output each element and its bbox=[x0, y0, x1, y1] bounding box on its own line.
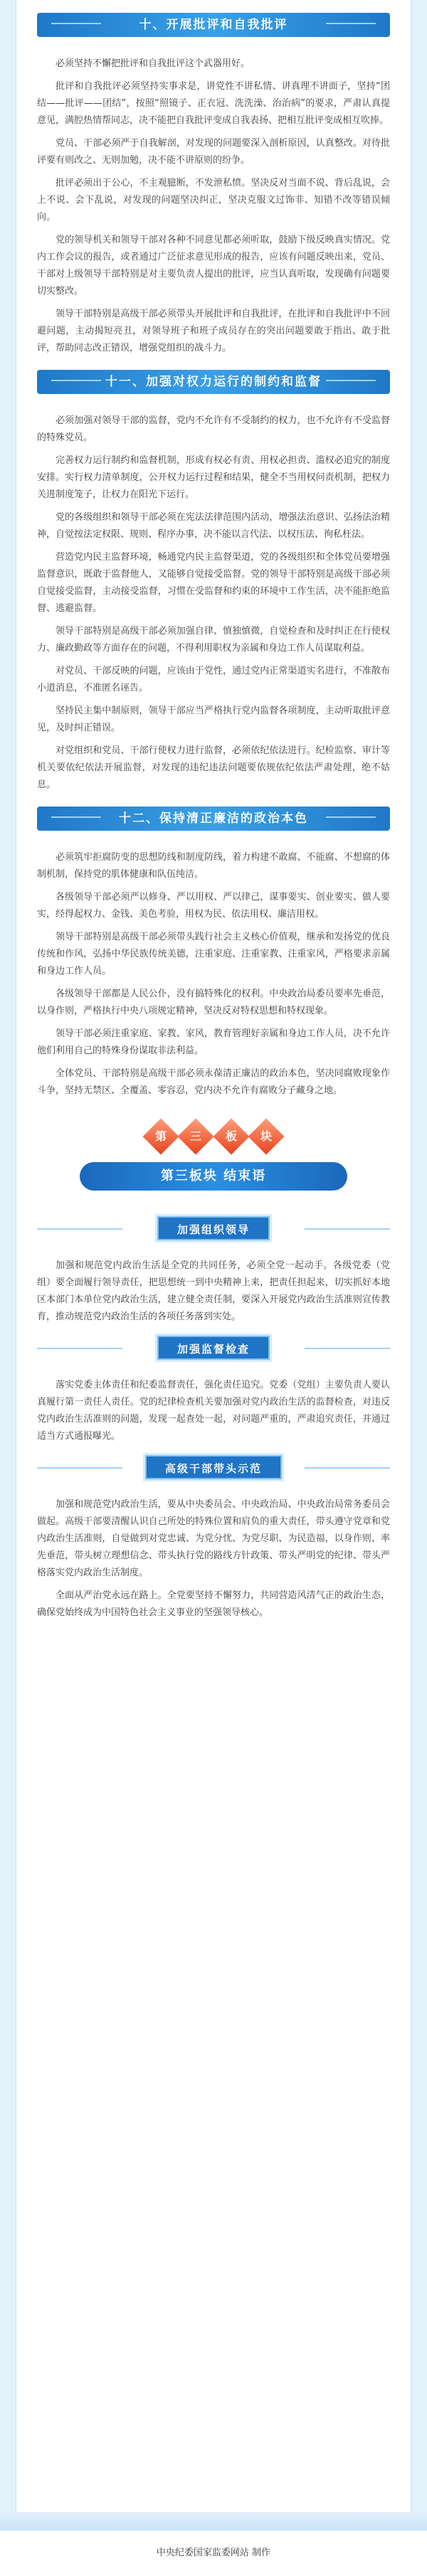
paragraph: 完善权力运行制约和监督机制，形成有权必有责、用权必担责、滥权必追究的制度安排。实行权力清单制度，公开权力运行过程和结果，健全不当用权问责机制，把权力关进制度笼子，让权力在阳光下运行。 bbox=[37, 455, 390, 500]
paragraph: 对党员、干部反映的问题，应该由于党性，通过党内正常渠道实名进行，不准散布小道消息，不准匿名诬告。 bbox=[37, 666, 390, 693]
article-content bbox=[37, 0, 390, 1627]
subsection-title: 加强监督检查 bbox=[157, 1336, 270, 1360]
paragraph: 领导干部必须注重家庭、家教、家风，教育管理好亲属和身边工作人员，决不允许他们利用自己的特殊身份谋取非法利益。 bbox=[37, 1028, 390, 1056]
subsection-header bbox=[37, 1455, 390, 1485]
paragraph: 加强和规范党内政治生活是全党的共同任务，必须全党一起动手。各级党委（党组）要全面履行领导责任，把思想统一到中央精神上来，把责任担起来，切实抓好本地区本部门本单位党内政治生活，建立健全责任制，要深入开展党内政治生活准则宣传教育，推动规范党内政治生活的各项任务落到实处。 bbox=[37, 1260, 390, 1322]
paragraph: 必须筑牢拒腐防变的思想防线和制度防线，着力构建不敢腐、不能腐、不想腐的体制机制，保持党的肌体健康和队伍纯洁。 bbox=[37, 852, 390, 880]
section-12-title: 十二、保持清正廉洁的政治本色 bbox=[119, 811, 308, 826]
paragraph: 全体党员、干部特别是高级干部必须永葆清正廉洁的政治本色，坚决同腐败现象作斗争，坚持无禁区、全覆盖、零容忍，党内决不允许有腐败分子藏身之地。 bbox=[37, 1068, 390, 1096]
paragraph: 营造党内民主监督环境，畅通党内民主监督渠道，党的各级组织和全体党员要增强监督意识，既敢于监督他人，又能够自觉接受监督。党的领导干部特别是高级干部必须自觉接受监督，主动接受监督，习惯在受监督和约束的环境中工作生活，决不能拒绝监督、逃避监督。 bbox=[37, 552, 390, 614]
part-3-banner bbox=[37, 1124, 390, 1202]
paragraph: 各级领导干部必须严以修身、严以用权、严以律己，谋事要实、创业要实、做人要实，经得起权力、金钱、美色考验，用权为民、依法用权、廉洁用权。 bbox=[37, 892, 390, 920]
diamond-badge: 块 bbox=[248, 1119, 284, 1155]
paragraph: 批评和自我批评必须坚持实事求是，讲党性不讲私情、讲真理不讲面子，坚持“团结——批评——团结”，按照“照镜子、正衣冠、洗洗澡、治治病”的要求，严肃认真提意见，满腔热情帮同志，决不能把自我批评变成自我表扬、把相互批评变成相互吹捧。 bbox=[37, 81, 390, 126]
part-3-diamonds bbox=[37, 1124, 390, 1158]
paragraph: 各级领导干部都是人民公仆，没有搞特殊化的权利。中央政治局委员要率先垂范，以身作则，严格执行中央八项规定精神，坚决反对特权思想和特权现象。 bbox=[37, 989, 390, 1016]
section-11-header bbox=[37, 363, 390, 398]
paragraph: 加强和规范党内政治生活，要从中央委员会、中央政治局、中央政治局常务委员会做起。高级干部要清醒认识自己所处的特殊位置和肩负的重大责任，带头遵守党章和党内政治生活准则，自觉做到对党忠诚、为党分忧、为党尽职、为民造福，以身作则、率先垂范，带头树立理想信念、带头执行党的路线方针政策、带头严明党的纪律、带头严格落实党内政治生活制度。 bbox=[37, 1499, 390, 1578]
paragraph: 领导干部特别是高级干部必须带头践行社会主义核心价值观，继承和发扬党的优良传统和作风，弘扬中华民族传统美德，注重家庭、注重家教、注重家风，严格要求亲属和身边工作人员。 bbox=[37, 932, 390, 976]
subsection-header bbox=[37, 1336, 390, 1366]
paragraph: 必须加强对领导干部的监督，党内不允许有不受制约的权力，也不允许有不受监督的特殊党员。 bbox=[37, 415, 390, 443]
diamond-badge: 第 bbox=[143, 1119, 179, 1155]
section-10-header bbox=[37, 6, 390, 41]
paragraph: 党的各级组织和领导干部必须在宪法法律范围内活动，增强法治意识、弘扬法治精神，自觉按法定权限、规则、程序办事，决不能以言代法、以权压法、徇私枉法。 bbox=[37, 512, 390, 540]
paragraph: 领导干部特别是高级干部必须加强自律、慎独慎微，自觉检查和及时纠正在行使权力、廉政勤政等方面存在的问题，不得利用职权为亲属和身边工作人员谋取利益。 bbox=[37, 626, 390, 654]
section-11-title: 十一、加强对权力运行的制约和监督 bbox=[105, 375, 322, 389]
paragraph: 坚持民主集中制原则，领导干部应当严格执行党内监督各项制度，主动听取批评意见，及时纠正错误。 bbox=[37, 706, 390, 733]
diamond-badge: 三 bbox=[178, 1119, 214, 1155]
section-12-header bbox=[37, 799, 390, 835]
section-10-title: 十、开展批评和自我批评 bbox=[139, 18, 288, 32]
part-3-title: 第三板块 结束语 bbox=[80, 1162, 347, 1191]
subsection-header bbox=[37, 1216, 390, 1246]
paragraph: 必须坚持不懈把批评和自我批评这个武器用好。 bbox=[56, 58, 251, 69]
paragraph: 党的领导机关和领导干部对各种不同意见都必须听取，鼓励下级反映真实情况。党内工作会议的报告，或者通过广泛征求意见形成的报告，应该有问题反映出来，党员、干部对上级领导干部特别是对主要负责人提出的批评，应当认真听取，发现确有问题要切实整改。 bbox=[37, 235, 390, 297]
paragraph: 落实党委主体责任和纪委监督责任，强化责任追究。党委（党组）主要负责人要认真履行第一责任人责任。党的纪律检查机关要加强对党内政治生活的监督检查，对违反党内政治生活准则的问题，发现一起查处一起，对问题严重的，严肃追究责任，并通过适当方式通报曝光。 bbox=[37, 1380, 390, 1442]
paragraph: 批评必须出于公心，不主观臆断，不发泄私愤。坚决反对当面不说、背后乱说，会上不说、会下乱说，对发现的问题坚决纠正，坚决克服文过饰非、知错不改等错误倾向。 bbox=[37, 178, 390, 223]
paragraph: 领导干部特别是高级干部必须带头开展批评和自我批评，在批评和自我批评中不回避问题，主动揭短亮丑，对领导班子和班子成员存在的突出问题要敢于指出、敢于批评，帮助同志改正错误，增强党组织的战斗力。 bbox=[37, 309, 390, 353]
subsection-title: 高级干部带头示范 bbox=[145, 1455, 282, 1479]
paragraph: 全面从严治党永远在路上。全党要坚持不懈努力，共同营造风清气正的政治生态，确保党始终成为中国特色社会主义事业的坚强领导核心。 bbox=[37, 1590, 390, 1618]
paragraph: 对党组织和党员、干部行使权力进行监督，必须依纪依法进行。纪检监察、审计等机关要依纪依法开展监督，对发现的违纪违法问题要依规依纪依法严肃处理，绝不姑息。 bbox=[37, 745, 390, 790]
paragraph: 党员、干部必须严于自我解剖，对发现的问题要深入剖析原因，认真整改。对待批评要有则改之、无则加勉，决不能不讲原则的纷争。 bbox=[37, 138, 390, 166]
bottom-decoration bbox=[0, 2512, 427, 2530]
subsection-title: 加强组织领导 bbox=[157, 1216, 270, 1240]
footer-credit: 中央纪委国家监委网站 制作 bbox=[0, 2530, 427, 2576]
diamond-badge: 板 bbox=[213, 1119, 249, 1155]
